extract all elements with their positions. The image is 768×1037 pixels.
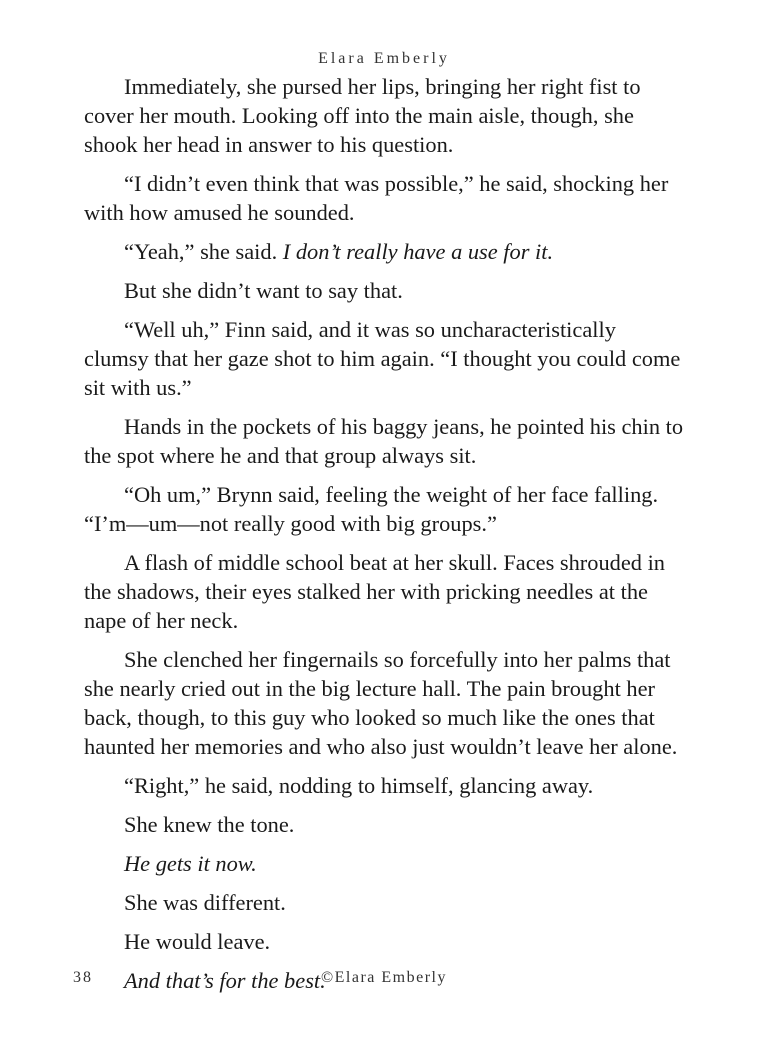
paragraph-13: She was different.: [124, 890, 286, 915]
paragraph-14: He would leave.: [124, 929, 271, 954]
page-number: 38: [73, 969, 93, 986]
paragraph-2: “I didn’t even think that was possible,” he said, shocking her with how amused he sounded.: [84, 171, 669, 225]
paragraph-9: She clenched her fingernails so forcefully into her palms that she nearly cried out in the big lecture hall. The pain brought her back, though, to this guy who looked so much like the ones that haunted her memories and who also just wouldn’t leave her alone.: [84, 647, 678, 759]
paragraph-8: A flash of middle school beat at her skull. Faces shrouded in the shadows, their eyes stalked her with pricking needles at the nape of her neck.: [84, 550, 665, 633]
paragraph-6: Hands in the pockets of his baggy jeans, he pointed his chin to the spot where he and that group always sit.: [84, 414, 684, 468]
paragraph-12-thought: He gets it now.: [124, 851, 257, 876]
paragraph-5: “Well uh,” Finn said, and it was so uncharacteristically clumsy that her gaze shot to him again. “I thought you could come sit with us.”: [84, 317, 681, 400]
paragraph-3: [84, 237, 684, 266]
paragraph-3-dialogue: “Yeah,” she said.: [124, 239, 283, 264]
paragraph-7: “Oh um,” Brynn said, feeling the weight of her face falling. “I’m—um—not really good with big groups.”: [84, 482, 659, 536]
running-header: Elara Emberly: [318, 50, 450, 67]
body-text: [84, 72, 684, 1005]
paragraph-10: “Right,” he said, nodding to himself, glancing away.: [124, 773, 594, 798]
paragraph-3-thought: I don’t really have a use for it.: [282, 239, 554, 264]
paragraph-11: She knew the tone.: [124, 812, 295, 837]
paragraph-4: But she didn’t want to say that.: [124, 278, 403, 303]
paragraph-1: Immediately, she pursed her lips, bringing her right fist to cover her mouth. Looking off into the main aisle, though, she shook her head in answer to his question.: [84, 74, 641, 157]
paragraph-15-thought: And that’s for the best.: [124, 968, 326, 993]
footer-copyright: ©Elara Emberly: [321, 969, 447, 986]
